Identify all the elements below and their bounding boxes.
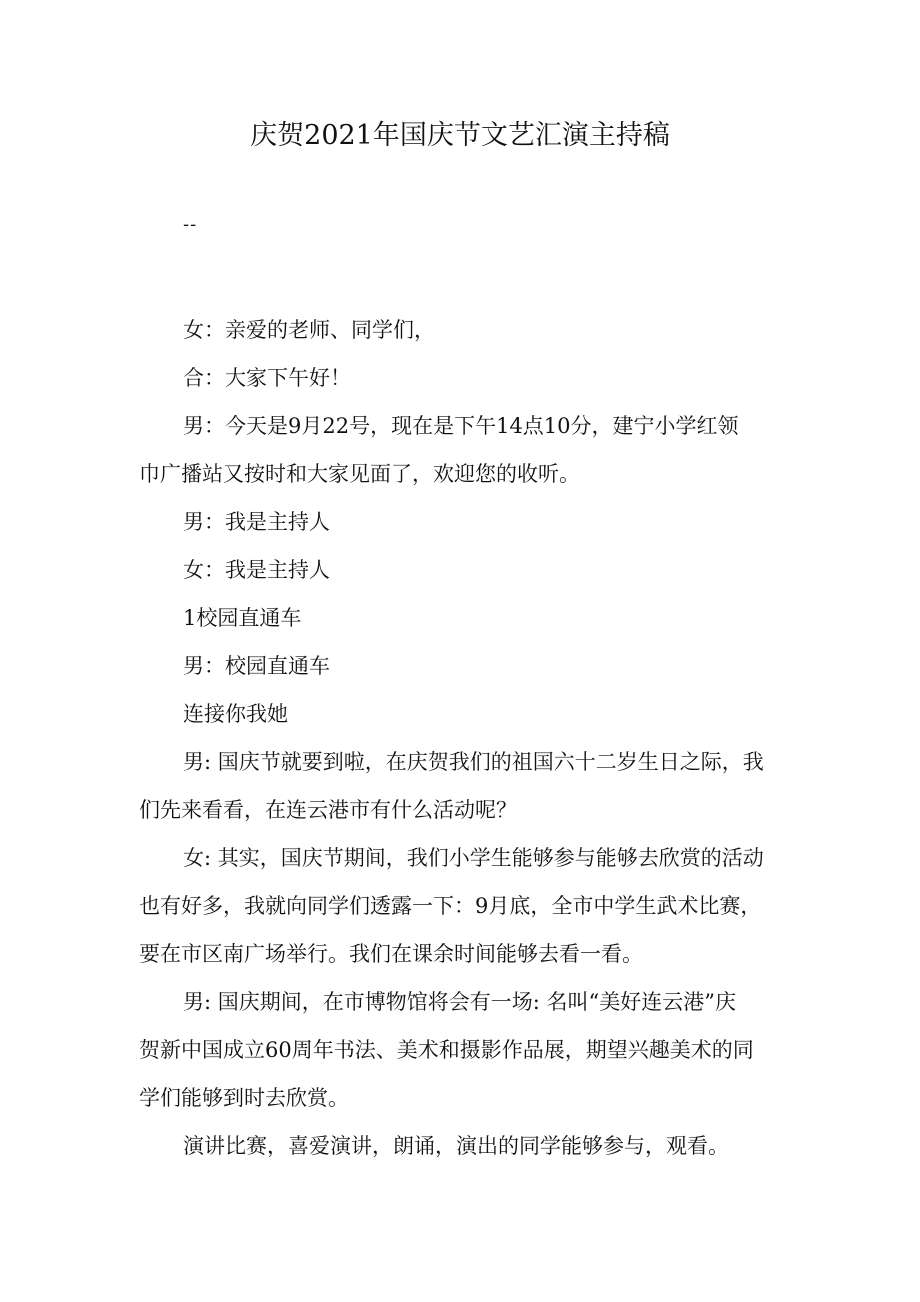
- paragraph: [139, 978, 793, 1122]
- text-line: 男: 国庆节就要到啦，在庆贺我们的祖国六十二岁生日之际，我: [183, 750, 764, 774]
- paragraph: [139, 498, 793, 546]
- text-line: 1校园直通车: [183, 606, 302, 630]
- text-line: 女: 其实，国庆节期间，我们小学生能够参与能够去欣赏的活动: [183, 846, 764, 870]
- text-line: 合：大家下午好！: [183, 366, 351, 390]
- paragraph: [139, 306, 793, 354]
- text-line: 男：校园直通车: [183, 654, 330, 678]
- text-line: 贺新中国成立60周年书法、美术和摄影作品展，期望兴趣美术的同: [139, 1038, 754, 1062]
- paragraph: [139, 834, 793, 978]
- text-line: 们先来看看，在连云港市有什么活动呢？: [139, 798, 517, 822]
- text-line: 连接你我她: [183, 702, 288, 726]
- text-line: 演讲比赛，喜爱演讲，朗诵，演出的同学能够参与，观看。: [183, 1134, 729, 1158]
- text-line: 女：亲爱的老师、同学们，: [183, 318, 435, 342]
- paragraph: [139, 594, 793, 642]
- text-line: 女：我是主持人: [183, 558, 330, 582]
- text-line: 学们能够到时去欣赏。: [139, 1086, 349, 1110]
- text-line: 要在市区南广场举行。我们在课余时间能够去看一看。: [139, 942, 643, 966]
- paragraph: [139, 354, 793, 402]
- document-title: 庆贺2021年国庆节文艺汇演主持稿: [250, 120, 670, 151]
- paragraph: [139, 546, 793, 594]
- separator: --: [183, 214, 198, 235]
- text-line: 男：我是主持人: [183, 510, 330, 534]
- paragraph: [139, 738, 793, 834]
- paragraph: [139, 690, 793, 738]
- document-body: [139, 306, 793, 1170]
- text-line: 男: 国庆期间，在市博物馆将会有一场: 名叫“美好连云港”庆: [183, 990, 736, 1014]
- text-line: 男：今天是9月22号，现在是下午14点10分，建宁小学红领: [183, 414, 739, 438]
- paragraph: [139, 402, 793, 498]
- paragraph: [139, 642, 793, 690]
- paragraph: [139, 1122, 793, 1170]
- text-line: 也有好多，我就向同学们透露一下：9月底，全市中学生武术比赛，: [139, 894, 762, 918]
- text-line: 巾广播站又按时和大家见面了，欢迎您的收听。: [139, 462, 580, 486]
